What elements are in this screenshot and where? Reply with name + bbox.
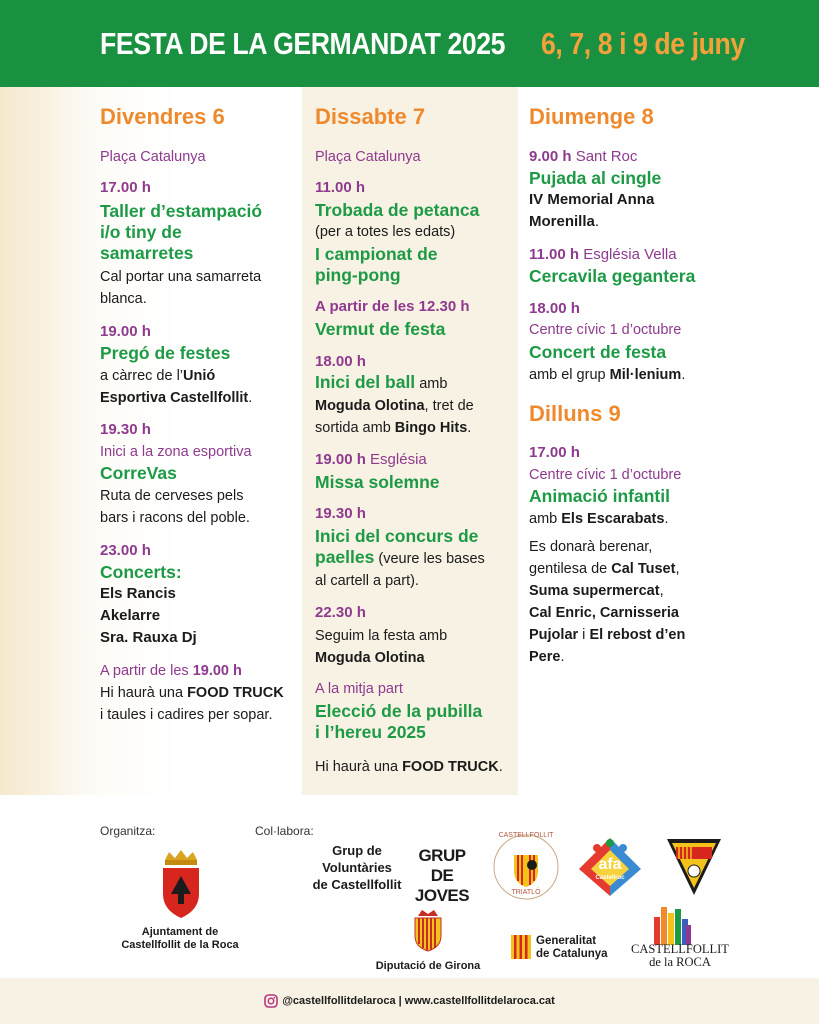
generalitat-flag-icon — [511, 935, 531, 959]
afa-subtext: Castellroc — [595, 875, 625, 881]
event-time: 11.00 h — [315, 179, 366, 196]
triatlo-top-text: CASTELLFOLLIT — [498, 832, 554, 839]
event-time: 23.00 h — [100, 542, 151, 559]
event-time: 19.30 h — [100, 421, 151, 438]
event-place: A partir de les 19.00 h — [100, 663, 242, 679]
event-place: Plaça Catalunya — [100, 149, 206, 165]
event-title: I campionat de ping-pong — [315, 244, 438, 285]
event-title: Concerts: — [100, 562, 182, 582]
castellfollit-rainbow-logo-icon — [652, 903, 692, 945]
event-place: Centre cívic 1 d’octubre — [529, 322, 682, 338]
instagram-icon — [264, 994, 278, 1008]
program-area — [0, 87, 819, 795]
event-place: Centre cívic 1 d’octubre — [529, 467, 682, 483]
event-time: 19.00 h Església — [315, 451, 427, 468]
day-heading: Dilluns 9 — [529, 401, 621, 426]
day-heading: Dissabte 7 — [315, 104, 426, 129]
organitza-label: Organitza: — [100, 824, 156, 838]
event-time: 17.00 h — [100, 179, 151, 196]
event-title: Elecció de la pubilla i l’hereu 2025 — [315, 701, 483, 742]
event-title: Animació infantil — [529, 486, 670, 506]
festival-dates: 6, 7, 8 i 9 de juny — [541, 25, 745, 61]
event-description: Cal portar una samarreta blanca. — [100, 269, 262, 307]
event-title: Missa solemne — [315, 472, 440, 492]
event-time: 17.00 h — [529, 444, 580, 461]
event-title: Pregó de festes — [100, 343, 231, 363]
event-description: Ruta de cerveses pels bars i racons del poble. — [100, 488, 250, 526]
festival-title: FESTA DE LA GERMANDAT 2025 — [100, 25, 506, 61]
sponsor-note: Es donarà berenar, gentilesa de Cal Tuset, Suma supermercat, Cal Enric, Carnisseria Pujolar i El rebost d’en Pere. — [529, 539, 686, 665]
ajuntament-coat-of-arms-icon — [159, 850, 203, 920]
event-title: CorreVas — [100, 463, 177, 483]
event-description: amb el grup Mil·lenium. — [529, 367, 686, 383]
afa-text: afa — [598, 856, 622, 873]
diputacio-name: Diputació de Girona — [375, 960, 481, 972]
event-time: 22.30 h — [315, 604, 366, 621]
event-time: 9.00 h Sant Roc — [529, 148, 638, 165]
event-time: 18.00 h — [529, 300, 580, 317]
event-description: Hi haurà una FOOD TRUCK i taules i cadires per sopar. — [100, 685, 284, 723]
event-description: IV Memorial Anna Morenilla. — [529, 191, 655, 230]
event-title: Concert de festa — [529, 342, 667, 362]
event-title: Inici del concurs de — [315, 526, 479, 546]
event-time: A partir de les 12.30 h — [315, 298, 470, 315]
ajuntament-name: Ajuntament de Castellfollit de la Roca — [121, 926, 239, 951]
event-time: 19.00 h — [100, 323, 151, 340]
event-time: 11.00 h Església Vella — [529, 246, 677, 263]
day-heading: Diumenge 8 — [529, 104, 654, 129]
diputacio-girona-shield-icon — [413, 910, 443, 952]
grup-joves-logo: GRUP DE JOVES — [414, 846, 470, 905]
contact-text: @castellfollitdelaroca | www.castellfollitdelaroca.cat — [282, 995, 555, 1007]
event-title: Pujada al cingle — [529, 168, 662, 188]
event-title: Taller d’estampació i/o tiny de samarretes — [100, 201, 263, 263]
event-description: (per a totes les edats) — [315, 224, 456, 240]
event-description: amb Els Escarabats. — [529, 511, 669, 527]
event-description: paelles (veure les bases al cartell a part). — [315, 547, 485, 589]
header-banner — [0, 0, 819, 87]
contact-bar — [0, 978, 819, 1024]
football-club-shield-icon — [665, 837, 723, 897]
event-place: Inici a la zona esportiva — [100, 444, 252, 460]
event-place: A la mitja part — [315, 681, 403, 697]
event-title: Cercavila gegantera — [529, 266, 696, 286]
colabora-label: Col·labora: — [255, 824, 314, 838]
event-title: Trobada de petanca — [315, 200, 480, 220]
band-list: Els Rancis Akelarre Sra. Rauxa Dj — [100, 585, 197, 646]
event-description: Hi haurà una FOOD TRUCK. — [315, 759, 503, 775]
castellfollit-name: CASTELLFOLLIT de la ROCA — [631, 942, 729, 969]
grup-voluntaries-logo: Grup de Voluntàries de Castellfollit — [312, 843, 402, 892]
event-time: 18.00 h — [315, 353, 366, 370]
event-place: Plaça Catalunya — [315, 149, 421, 165]
event-title: Vermut de festa — [315, 319, 446, 339]
event-description: Seguim la festa amb Moguda Olotina — [315, 628, 448, 666]
day-heading: Divendres 6 — [100, 104, 225, 129]
event-description: Inici del ball amb Moguda Olotina, tret de sortida amb Bingo Hits. — [315, 372, 474, 436]
event-time: 19.30 h — [315, 505, 366, 522]
generalitat-name: Generalitat de Catalunya — [536, 935, 608, 960]
triatlo-bottom-text: TRIATLÓ — [511, 889, 541, 896]
event-description: a càrrec de l’Unió Esportiva Castellfollit. — [100, 368, 253, 406]
